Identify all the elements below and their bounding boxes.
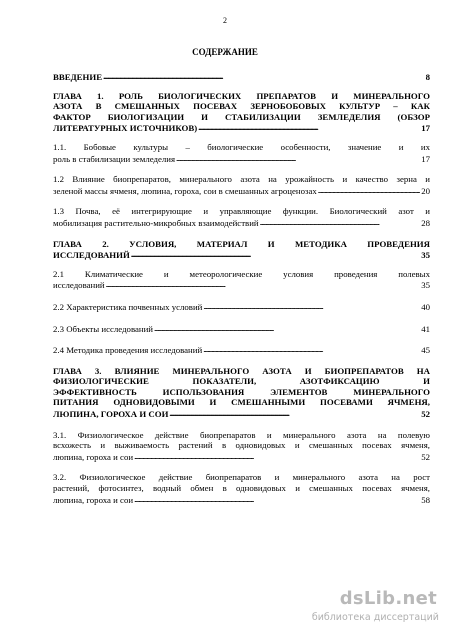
toc-entry[interactable]: [53, 71, 430, 83]
toc-entry-last-line: [53, 279, 430, 291]
toc-entry-text: 2.4 Методика проведения исследований: [53, 345, 203, 356]
toc-entry-text: 2.3 Объекты исследований: [53, 323, 154, 334]
toc-entry-last-line: [53, 185, 430, 197]
toc-entry-line: всхожесть и выживаемость растений в одновидовых и смешанных посевах ячменя,: [53, 440, 430, 451]
toc-entry[interactable]: [53, 206, 430, 228]
toc-page-number: 40: [421, 301, 430, 312]
toc-entry-last-line: [53, 451, 430, 463]
toc-entry-text: мобилизация растительно-микробных взаимодействий: [53, 217, 259, 228]
toc-entry-text: исследований: [53, 280, 105, 291]
table-of-contents: [53, 71, 430, 505]
toc-entry-last-line: [53, 323, 430, 335]
toc-entry[interactable]: [53, 239, 430, 261]
toc-entry-line: 2.1 Климатические и метеорологические условия проведения полевых: [53, 268, 430, 279]
toc-entry-last-line: [53, 301, 430, 313]
toc-entry-line: растений, фотосинтез, водный обмен в одновидовых и смешанных посевах ячменя,: [53, 483, 430, 494]
toc-entry-line: 3.1. Физиологическое действие биопрепаратов и минерального азота на полевую: [53, 429, 430, 440]
dot-leader: [260, 217, 421, 229]
page-number: 2: [223, 16, 227, 25]
toc-page-number: 8: [425, 72, 430, 82]
toc-entry-text: ЛИТЕРАТУРНЫХ ИСТОЧНИКОВ): [53, 123, 198, 134]
watermark-logo: dsLib.net: [339, 588, 437, 609]
toc-entry-text: зеленой массы ячменя, люпина, гороха, сои в смешанных агроценозах: [53, 185, 317, 196]
toc-entry[interactable]: [53, 301, 430, 313]
toc-entry[interactable]: [53, 323, 430, 335]
toc-entry-last-line: [53, 408, 430, 420]
toc-entry-last-line: [53, 122, 430, 134]
toc-entry-line: ФАКТОР БИОЛОГИЗАЦИИ И СТАБИЛИЗАЦИИ ЗЕМЛЕДЕЛИЯ (ОБЗОР: [53, 111, 430, 122]
dot-leader: [106, 279, 421, 291]
dot-leader: [134, 451, 420, 463]
toc-entry[interactable]: [53, 269, 430, 291]
toc-entry-line: ЭФФЕКТИВНОСТЬ ИСПОЛЬЗОВАНИЯ ЭЛЕМЕНТОВ МИНЕРАЛЬНОГО: [53, 386, 430, 397]
toc-entry-line: ГЛАВА 3. ВЛИЯНИЕ МИНЕРАЛЬНОГО АЗОТА И БИОПРЕПАРАТОВ НА: [53, 365, 430, 376]
toc-entry-line: АЗОТА В СМЕШАННЫХ ПОСЕВАХ ЗЕРНОБОБОВЫХ КУЛЬТУР – КАК: [53, 101, 430, 112]
toc-entry-last-line: [53, 71, 430, 83]
toc-entry[interactable]: [53, 344, 430, 356]
toc-entry-text: роль в стабилизации земледелия: [53, 153, 176, 164]
toc-entry-text: люпина, гороха и сои: [53, 494, 134, 505]
dot-leader: [203, 344, 420, 356]
dot-leader: [134, 494, 420, 506]
toc-entry-line: ГЛАВА 1. РОЛЬ БИОЛОГИЧЕСКИХ ПРЕПАРАТОВ И МИНЕРАЛЬНОГО: [53, 90, 430, 101]
toc-entry-text: ВВЕДЕНИЕ: [53, 72, 103, 82]
dot-leader: [176, 153, 420, 165]
toc-page-number: 28: [421, 217, 430, 228]
toc-entry-last-line: [53, 217, 430, 229]
toc-page-number: 52: [421, 409, 430, 420]
toc-entry[interactable]: [53, 472, 430, 505]
toc-entry-last-line: [53, 344, 430, 356]
toc-entry-last-line: [53, 494, 430, 506]
page-title: СОДЕРЖАНИЕ: [192, 47, 258, 57]
toc-entry[interactable]: [53, 142, 430, 164]
toc-entry-line: ФИЗИОЛОГИЧЕСКИЕ ПОКАЗАТЕЛИ, АЗОТФИКСАЦИЮ И: [53, 376, 430, 387]
dot-leader: [318, 185, 420, 197]
toc-entry-last-line: [53, 249, 430, 261]
toc-entry[interactable]: [53, 430, 430, 463]
toc-entry[interactable]: [53, 366, 430, 420]
toc-page-number: 52: [421, 451, 430, 462]
toc-entry-text: люпина, гороха и сои: [53, 451, 134, 462]
toc-entry-text: 2.2 Характеристика почвенных условий: [53, 301, 203, 312]
toc-entry-text: ЛЮПИНА, ГОРОХА И СОИ: [53, 409, 169, 420]
dot-leader: [131, 249, 420, 261]
toc-entry-text: ИССЛЕДОВАНИЙ: [53, 250, 130, 261]
toc-entry[interactable]: [53, 174, 430, 196]
dot-leader: [103, 71, 425, 83]
dot-leader: [169, 408, 420, 420]
dot-leader: [203, 301, 420, 313]
toc-entry-line: 1.3 Почва, её интегрирующие и управляющие функции. Биологический азот и: [53, 206, 430, 217]
toc-page-number: 41: [421, 323, 430, 334]
toc-page-number: 45: [421, 345, 430, 356]
watermark: [305, 588, 445, 633]
toc-page-number: 17: [421, 123, 430, 134]
dot-leader: [198, 122, 420, 134]
toc-entry-line: 1.1. Бобовые культуры – биологические особенности, значение и их: [53, 141, 430, 152]
toc-entry-last-line: [53, 153, 430, 165]
dot-leader: [154, 323, 420, 335]
toc-entry[interactable]: [53, 91, 430, 134]
toc-page-number: 58: [421, 494, 430, 505]
toc-entry-line: ГЛАВА 2. УСЛОВИЯ, МАТЕРИАЛ И МЕТОДИКА ПРОВЕДЕНИЯ: [53, 238, 430, 249]
toc-page-number: 35: [421, 250, 430, 261]
toc-entry-line: 3.2. Физиологическое действие биопрепаратов и минерального азота на рост: [53, 472, 430, 483]
watermark-subtitle: библиотека диссертаций: [311, 612, 439, 623]
toc-page-number: 20: [421, 185, 430, 196]
toc-entry-line: ПИТАНИЯ ОДНОВИДОВЫМИ И СМЕШАННЫМИ ПОСЕВАМИ ЯЧМЕНЯ,: [53, 397, 430, 408]
toc-page-number: 35: [421, 280, 430, 291]
toc-entry-line: 1.2 Влияние биопрепаратов, минерального азота на урожайность и качество зерна и: [53, 174, 430, 185]
toc-page-number: 17: [421, 153, 430, 164]
